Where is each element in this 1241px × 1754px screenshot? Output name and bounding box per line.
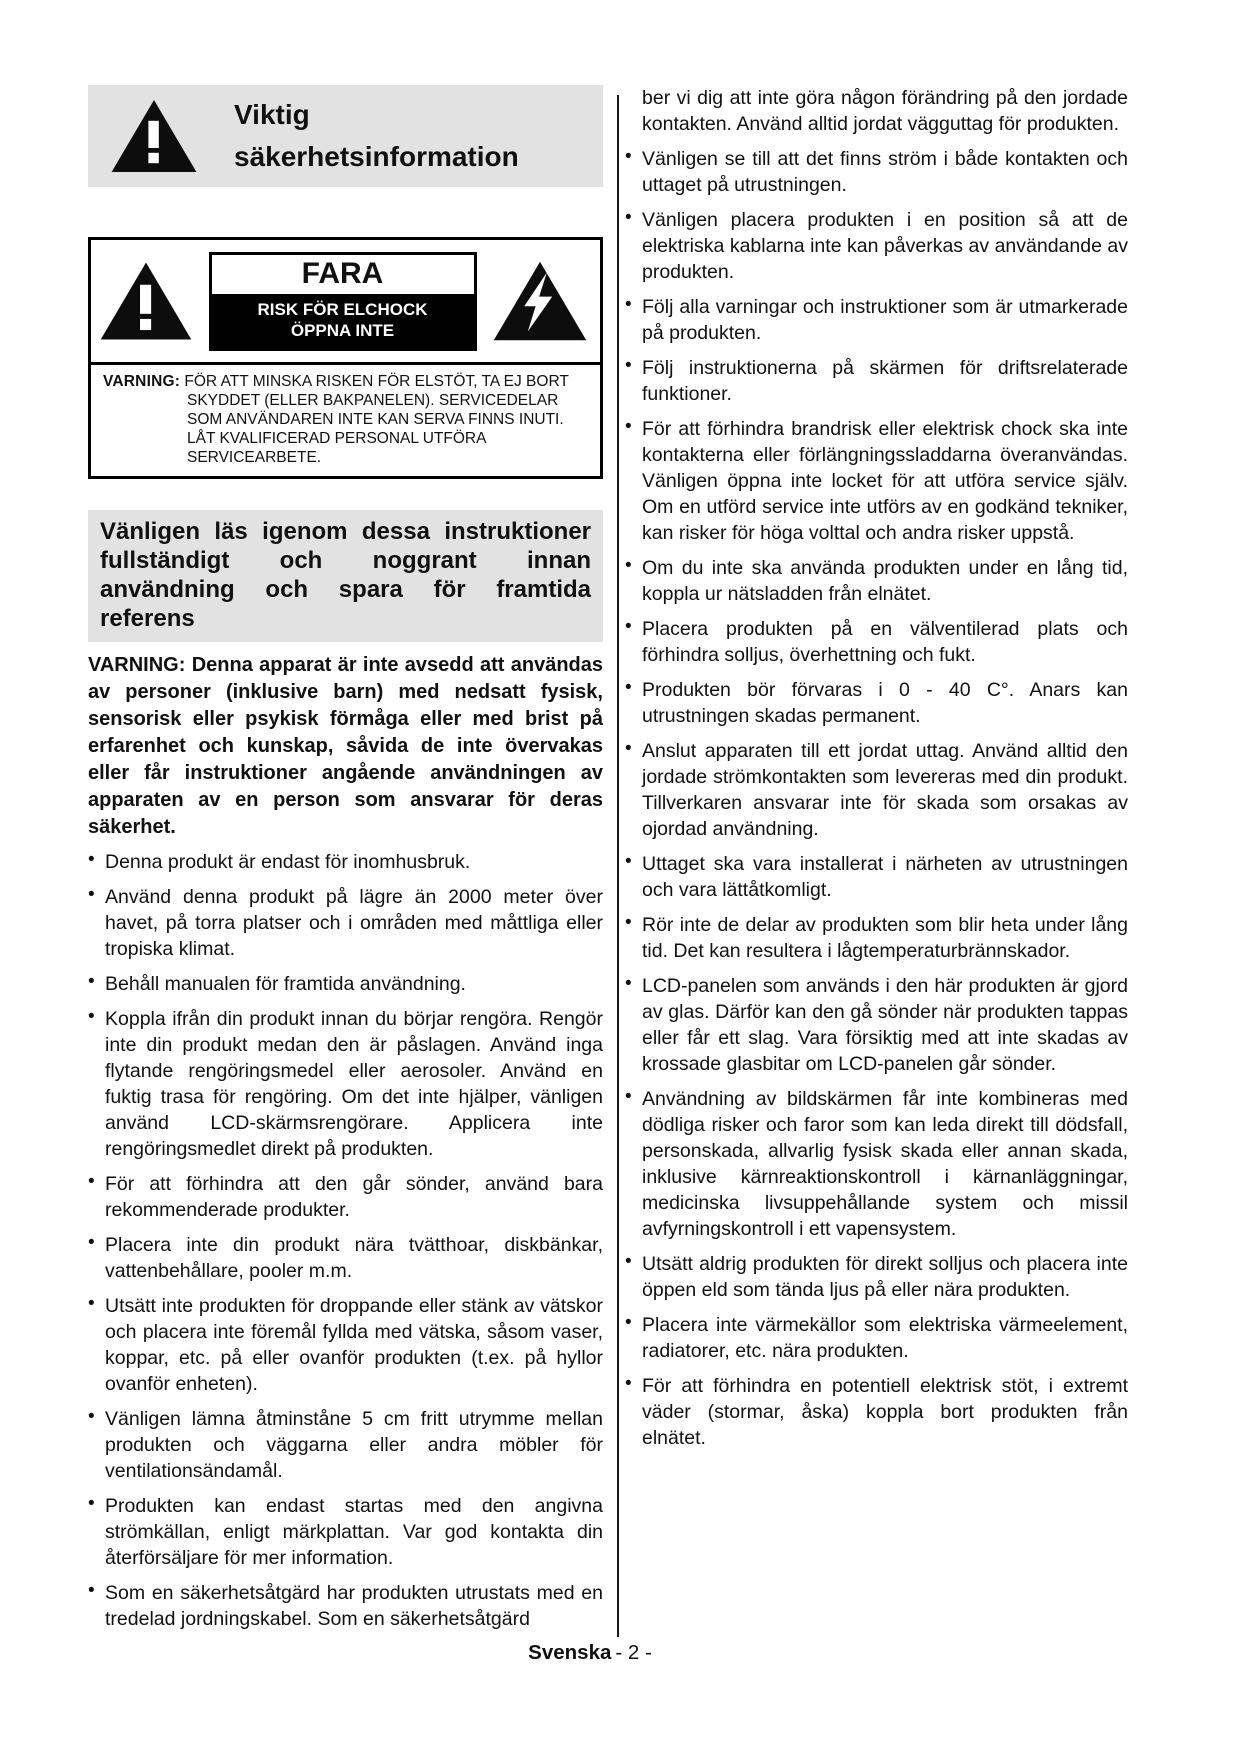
list-item-text: Användning av bildskärmen får inte kombineras med dödliga risker och faror som kan leda direkt till dödsfall, personskada, allvarlig fysisk skada eller annan skada, inklusive kärnreaktionskontroll i kärnanläggningar, medicinska livsuppehållande system och missil avfyrningskontroll i ett vapensystem. <box>642 1088 1128 1240</box>
footer-page-number: - 2 - <box>615 1641 652 1664</box>
footer-language-label: Svenska <box>528 1641 612 1664</box>
read-instructions-notice: Vänligen läs igenom dessa instruktioner fullständigt och noggrant innan användning och spara för framtida referens <box>88 510 603 642</box>
column-divider <box>617 95 619 1637</box>
bullet-marker: • <box>625 1312 632 1333</box>
warning-text: Denna apparat är inte avsedd att användas av personer (inklusive barn) med nedsatt fysisk, sensorisk eller psykisk förmåga eller med brist på erfarenhet och kunskap, såvida de inte övervakas eller får instruktioner angående användningen av apparaten av en person som ansvarar för deras säkerhet. <box>88 654 603 838</box>
list-item <box>88 1293 603 1397</box>
right-column <box>625 85 1128 1460</box>
list-item-text: Produkten bör förvaras i 0 - 40 C°. Anars kan utrustningen skadas permanent. <box>642 679 1128 727</box>
bullet-marker: • <box>625 616 632 637</box>
list-item <box>625 973 1128 1077</box>
list-item-text: Vänligen lämna åtminståne 5 cm fritt utrymme mellan produkten och väggarna eller andra möbler för ventilationsändamål. <box>105 1408 603 1482</box>
shock-risk-line1: RISK FÖR ELCHOCK <box>257 299 428 319</box>
page-title-line2: säkerhetsinformation <box>234 141 519 172</box>
shock-warning-label: VARNING: <box>103 373 181 390</box>
shock-risk-line2: ÖPPNA INTE <box>290 320 395 340</box>
list-item <box>88 1406 603 1484</box>
bullet-marker: • <box>88 1406 95 1427</box>
important-safety-header <box>88 85 603 187</box>
bullet-marker: • <box>88 971 95 992</box>
bullet-marker: • <box>88 1232 95 1253</box>
bullet-marker: • <box>625 912 632 933</box>
shock-risk-label <box>212 294 474 348</box>
bullet-marker: • <box>625 207 632 228</box>
bullet-marker: • <box>625 973 632 994</box>
list-item <box>88 884 603 962</box>
list-item <box>625 146 1128 198</box>
list-item-text: Behåll manualen för framtida användning. <box>105 973 466 995</box>
danger-label: FARA <box>212 255 474 294</box>
list-item <box>88 1232 603 1284</box>
right-bullet-list <box>625 146 1128 1451</box>
list-item-text: Som en säkerhetsåtgärd har produkten utrustats med en tredelad jordningskabel. Som en säkerhetsåtgärd <box>105 1582 603 1630</box>
list-item-text: Produkten kan endast startas med den angivna strömkällan, enligt märkplattan. Var god kontakta din återförsäljare för mer information. <box>105 1495 603 1569</box>
list-item <box>88 971 603 997</box>
list-item-text: Denna produkt är endast för inomhusbruk. <box>105 851 471 873</box>
bullet-marker: • <box>88 849 95 870</box>
list-item-text: För att förhindra brandrisk eller elektrisk chock ska inte kontakterna eller förlängningssladdarna överanvändas. Vänligen öppna inte locket för att utföra service själv. Om en utförd service inte utförs av en godkänd tekniker, kan risker för höga volttal och andra risker uppstå. <box>642 418 1128 544</box>
bullet-marker: • <box>625 416 632 437</box>
bullet-marker: • <box>625 1373 632 1394</box>
bullet-marker: • <box>88 1493 95 1514</box>
page-footer <box>0 1641 1180 1665</box>
list-item-text: Utsätt inte produkten för droppande eller stänk av vätskor och placera inte föremål fyllda med vätska, såsom vaser, koppar, etc. på eller ovanför produkten (t.ex. på hyllor ovanför enheten). <box>105 1295 603 1395</box>
bullet-marker: • <box>625 738 632 759</box>
shock-warning-paragraph <box>91 362 600 476</box>
bullet-marker: • <box>88 1293 95 1314</box>
danger-icons-row <box>91 240 600 362</box>
list-item <box>625 1312 1128 1364</box>
bullet-marker: • <box>625 146 632 167</box>
list-item-text: Koppla ifrån din produkt innan du börjar rengöra. Rengör inte din produkt medan den är påslagen. Använd inga flytande rengöringsmedel eller aerosoler. Använd en fuktig trasa för rengöring. Om det inte hjälper, vänligen använd LCD-skärmsrengörare. Applicera inte rengöringsmedlet direkt på produkten. <box>105 1008 603 1160</box>
page-title <box>234 94 519 178</box>
bullet-marker: • <box>625 355 632 376</box>
list-item-text: Vänligen se till att det finns ström i både kontakten och uttaget på utrustningen. <box>642 148 1128 196</box>
left-bullet-list <box>88 849 603 1632</box>
list-item-text: För att förhindra att den går sönder, använd bara rekommenderade produkter. <box>105 1173 603 1221</box>
danger-warning-box <box>88 237 603 479</box>
list-item-text: Utsätt aldrig produkten för direkt solljus och placera inte öppen eld som tända ljus på eller nära produkten. <box>642 1253 1128 1301</box>
bullet-marker: • <box>625 294 632 315</box>
list-item-text: Uttaget ska vara installerat i närheten av utrustningen och vara lättåtkomligt. <box>642 853 1128 901</box>
list-item <box>625 851 1128 903</box>
list-item <box>625 555 1128 607</box>
bullet-marker: • <box>625 1251 632 1272</box>
bullet-marker: • <box>88 1006 95 1027</box>
list-item <box>88 849 603 875</box>
left-column <box>88 85 603 1641</box>
supervision-warning-paragraph <box>88 652 603 841</box>
list-item <box>625 1251 1128 1303</box>
list-item-text: Följ alla varningar och instruktioner som är utmarkerade på produkten. <box>642 296 1128 344</box>
list-item-text: Om du inte ska använda produkten under en lång tid, koppla ur nätsladden från elnätet. <box>642 557 1128 605</box>
list-item <box>625 1086 1128 1242</box>
list-item <box>625 738 1128 842</box>
list-item <box>625 294 1128 346</box>
list-item-text: Rör inte de delar av produkten som blir heta under lång tid. Det kan resultera i lågtemperaturbrännskador. <box>642 914 1128 962</box>
bullet-marker: • <box>88 1580 95 1601</box>
list-item <box>88 1006 603 1162</box>
list-item <box>625 616 1128 668</box>
bullet-marker: • <box>625 677 632 698</box>
danger-label-box <box>209 252 477 351</box>
list-item-text: Placera inte värmekällor som elektriska värmeelement, radiatorer, etc. nära produkten. <box>642 1314 1128 1362</box>
bullet-marker: • <box>88 884 95 905</box>
list-item-text: Använd denna produkt på lägre än 2000 meter över havet, på torra platser och i områden med måttliga eller tropiska klimat. <box>105 886 603 960</box>
bullet-marker: • <box>88 1171 95 1192</box>
high-voltage-triangle-icon <box>492 258 588 344</box>
shock-warning-text: FÖR ATT MINSKA RISKEN FÖR ELSTÖT, TA EJ BORT SKYDDET (ELLER BAKPANELEN). SERVICEDELAR SOM ANVÄNDAREN INTE KAN SERVA FINNS INUTI. LÅT KVALIFICERAD PERSONAL UTFÖRA SERVICEARBETE. <box>184 373 569 466</box>
list-item <box>88 1580 603 1632</box>
list-item-text: Anslut apparaten till ett jordat uttag. Använd alltid den jordade strömkontakten som levereras med din produkt. Tillverkaren ansvarar inte för skada som orsakas av ojordad användning. <box>642 740 1128 840</box>
continuation-paragraph: ber vi dig att inte göra någon förändring på den jordade kontakten. Använd alltid jordat vägguttag för produkten. <box>642 87 1128 135</box>
list-item-text: Följ instruktionerna på skärmen för driftsrelaterade funktioner. <box>642 357 1128 405</box>
bullet-marker: • <box>625 555 632 576</box>
list-item-text: Placera inte din produkt nära tvätthoar, diskbänkar, vattenbehållare, pooler m.m. <box>105 1234 603 1282</box>
bullet-marker: • <box>625 851 632 872</box>
warning-triangle-icon <box>99 259 193 343</box>
list-item-text: LCD-panelen som används i den här produkten är gjord av glas. Därför kan den gå sönder när produkten tappas eller får ett slag. Vara försiktig med att inte skadas av krossade glasbitar om LCD-panelen går sönder. <box>642 975 1128 1075</box>
list-item <box>625 677 1128 729</box>
bullet-marker: • <box>625 1086 632 1107</box>
list-item <box>625 416 1128 546</box>
list-item-text: Placera produkten på en välventilerad plats och förhindra solljus, överhettning och fukt. <box>642 618 1128 666</box>
list-item-text: Vänligen placera produkten i en position så att de elektriska kablarna inte kan påverkas av användande av produkten. <box>642 209 1128 283</box>
list-item-text: För att förhindra en potentiell elektrisk stöt, i extremt väder (stormar, åska) koppla bort produkten från elnätet. <box>642 1375 1128 1449</box>
warning-triangle-icon <box>110 96 198 176</box>
list-item <box>88 1171 603 1223</box>
page-title-line1: Viktig <box>234 99 310 130</box>
list-item <box>625 1373 1128 1451</box>
list-item <box>88 1493 603 1571</box>
list-item <box>625 355 1128 407</box>
list-item <box>625 207 1128 285</box>
warning-label: VARNING: <box>88 654 186 676</box>
list-item <box>625 912 1128 964</box>
